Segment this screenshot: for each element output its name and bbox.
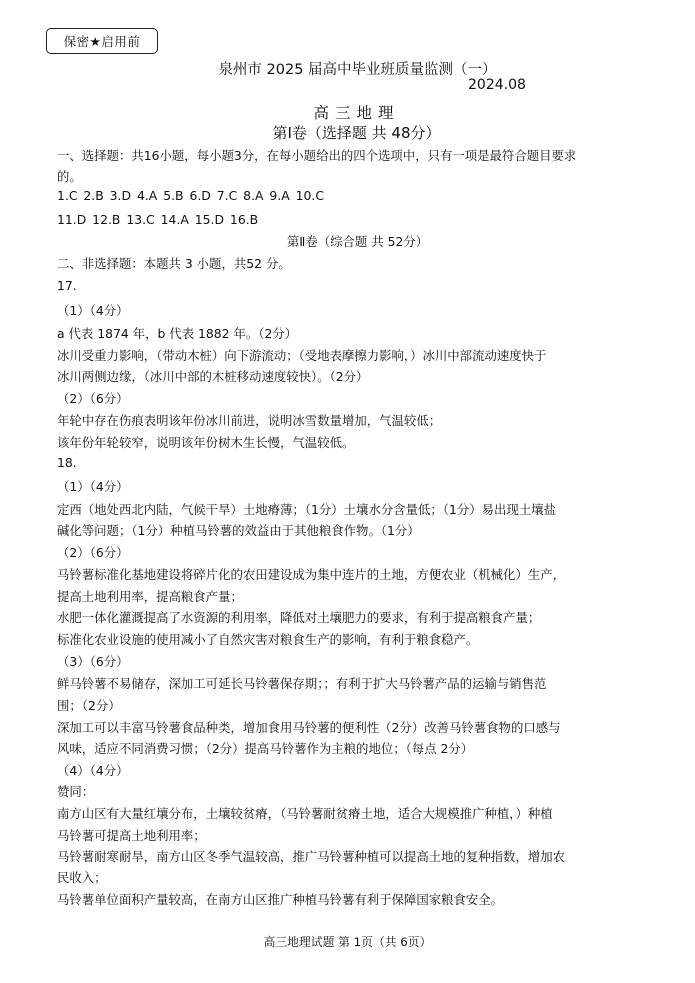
- answer-line: 马铃薯可提高土地利用率；: [57, 828, 206, 843]
- answer-line: 赞同：: [57, 784, 95, 799]
- section2-instruction: 二、非选择题：本题共 3 小题，共52 分。: [57, 256, 291, 271]
- question-17-number: 17.: [57, 278, 77, 293]
- answer-line: 马铃薯标准化基地建设将碎片化的农田建设成为集中连片的土地，方便农业（机械化）生产，: [57, 567, 566, 582]
- answer-line: 马铃薯耐寒耐旱，南方山区冬季气温较高，推广马铃薯种植可以提高土地的复种指数，增加农: [57, 849, 566, 864]
- answer-line: 标准化农业设施的使用减小了自然灾害对粮食生产的影响，有利于粮食稳产。: [57, 632, 479, 647]
- answer-line: 民收入；: [57, 870, 107, 885]
- answer-line: 水肥一体化灌溉提高了水资源的利用率，降低对土壤肥力的要求，有利于提高粮食产量；: [57, 610, 541, 625]
- subject-title: 高三地理: [313, 104, 400, 122]
- answer-line: 提高土地利用率，提高粮食产量；: [57, 589, 243, 604]
- answer-line: 围；（2分）: [57, 698, 121, 713]
- q17-part2-label: （2）（6分）: [57, 391, 129, 406]
- part2-title: 第Ⅱ卷（综合题 共 52分）: [286, 234, 429, 249]
- q18-part3-label: （3）（6分）: [57, 654, 129, 669]
- answer-line: 冰川受重力影响，（带动木桩）向下游流动；（受地表摩擦力影响，）冰川中部流动速度快于: [57, 348, 547, 363]
- question-18-number: 18.: [57, 455, 77, 470]
- answers-row-1: 1.C 2.B 3.D 4.A 5.B 6.D 7.C 8.A 9.A 10.C: [57, 188, 325, 203]
- answer-line: 冰川两侧边缘，（冰川中部的木桩移动速度较快）。（2分）: [57, 369, 369, 384]
- q18-part2-label: （2）（6分）: [57, 545, 129, 560]
- section1-instruction: 一、选择题：共16小题，每小题3分，在每小题给出的四个选项中，只有一项是最符合题目要求: [57, 148, 577, 163]
- answer-line: a 代表 1874 年，b 代表 1882 年。（2分）: [57, 326, 298, 341]
- answer-line: 定西（地处西北内陆，气候干旱）土地瘠薄；（1分）土壤水分含量低；（1分）易出现土壤盐: [57, 502, 556, 517]
- part1-title: 第Ⅰ卷（选择题 共 48分）: [272, 124, 441, 142]
- q18-part1-label: （1）（4分）: [57, 479, 129, 494]
- answer-line: 深加工可以丰富马铃薯食品种类，增加食用马铃薯的便利性（2分）改善马铃薯食物的口感与: [57, 720, 561, 735]
- answers-row-2: 11.D 12.B 13.C 14.A 15.D 16.B: [57, 212, 259, 227]
- answer-line: 马铃薯单位面积产量较高，在南方山区推广种植马铃薯有利于保障国家粮食安全。: [57, 892, 504, 907]
- q17-part1-label: （1）（4分）: [57, 303, 129, 318]
- section1-instruction-cont: 的。: [57, 169, 82, 184]
- answer-line: 该年份年轮较窄，说明该年份树木生长慢，气温较低。: [57, 435, 355, 450]
- exam-title: 泉州市 2025 届高中毕业班质量监测（一）: [218, 62, 497, 78]
- answer-line: 年轮中存在伤痕表明该年份冰川前进，说明冰雪数量增加，气温较低；: [57, 413, 442, 428]
- answer-line: 鲜马铃薯不易储存，深加工可延长马铃薯保存期；；有利于扩大马铃薯产品的运输与销售范: [57, 676, 547, 691]
- q18-part4-label: （4）（4分）: [57, 763, 129, 778]
- confidential-badge: 保密★启用前: [46, 28, 158, 54]
- answer-line: 南方山区有大量红壤分布，土壤较贫瘠，（马铃薯耐贫瘠土地，适合大规模推广种植，）种植: [57, 806, 553, 821]
- page-footer: 高三地理试题 第 1页（共 6页）: [263, 935, 432, 949]
- answer-line: 碱化等问题；（1分）种植马铃薯的效益由于其他粮食作物。（1分）: [57, 523, 420, 538]
- answer-line: 风味，适应不同消费习惯；（2分）提高马铃薯作为主粮的地位；（每点 2分）: [57, 741, 474, 756]
- exam-date: 2024.08: [468, 77, 526, 93]
